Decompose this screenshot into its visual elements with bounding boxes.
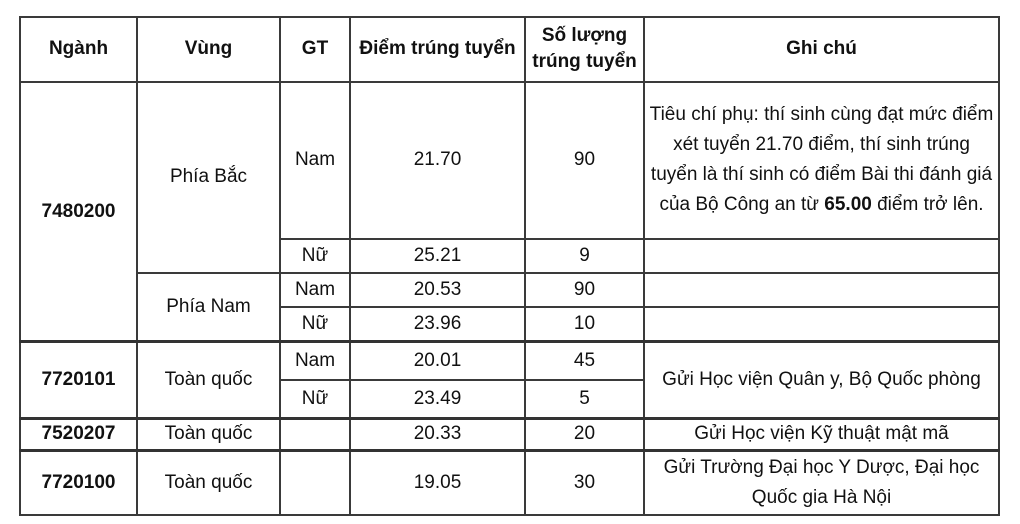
- region-cell: Toàn quốc: [137, 450, 280, 515]
- note-cell: [644, 307, 999, 341]
- gender-cell: [280, 450, 350, 515]
- header-nganh: Ngành: [20, 17, 137, 82]
- gender-cell: Nữ: [280, 380, 350, 418]
- region-cell: Phía Nam: [137, 273, 280, 342]
- region-cell: Toàn quốc: [137, 419, 280, 450]
- code-cell: 7720101: [20, 342, 137, 419]
- note-bold-score: 65.00: [824, 194, 872, 216]
- gender-cell: Nữ: [280, 239, 350, 273]
- score-cell: 20.01: [350, 342, 525, 380]
- score-cell: 25.21: [350, 239, 525, 273]
- score-cell: 23.96: [350, 307, 525, 341]
- header-diem: Điểm trúng tuyển: [350, 17, 525, 82]
- code-cell: 7720100: [20, 450, 137, 515]
- quota-cell: 90: [525, 82, 644, 239]
- region-cell: Phía Bắc: [137, 82, 280, 273]
- score-cell: 20.53: [350, 273, 525, 307]
- table-row: [20, 419, 999, 450]
- quota-cell: 10: [525, 307, 644, 341]
- note-cell: Gửi Trường Đại học Y Dược, Đại học Quốc gia Hà Nội: [644, 450, 999, 515]
- code-cell: 7480200: [20, 82, 137, 342]
- quota-cell: 45: [525, 342, 644, 380]
- header-row: [20, 17, 999, 82]
- gender-cell: Nam: [280, 82, 350, 239]
- quota-cell: 20: [525, 419, 644, 450]
- quota-cell: 9: [525, 239, 644, 273]
- header-vung: Vùng: [137, 17, 280, 82]
- table-row: [20, 342, 999, 380]
- admission-score-table: [19, 16, 1000, 516]
- quota-cell: 90: [525, 273, 644, 307]
- gender-cell: Nam: [280, 342, 350, 380]
- score-cell: 19.05: [350, 450, 525, 515]
- table-row: [20, 450, 999, 515]
- note-cell: Gửi Học viện Quân y, Bộ Quốc phòng: [644, 342, 999, 419]
- note-cell: [644, 273, 999, 307]
- score-cell: 20.33: [350, 419, 525, 450]
- note-cell: Gửi Học viện Kỹ thuật mật mã: [644, 419, 999, 450]
- quota-cell: 30: [525, 450, 644, 515]
- header-ghichu: Ghi chú: [644, 17, 999, 82]
- region-cell: Toàn quốc: [137, 342, 280, 419]
- score-cell: 23.49: [350, 380, 525, 418]
- gender-cell: Nam: [280, 273, 350, 307]
- table-row: [20, 273, 999, 307]
- note-cell: [644, 82, 999, 239]
- note-text: Tiêu chí phụ: thí sinh cùng đạt mức điểm xét tuyển 21.70 điểm, thí sinh trúng tuyển là thí sinh có điểm Bài thi đánh giá của Bộ Công an từ: [649, 104, 994, 216]
- code-cell: 7520207: [20, 419, 137, 450]
- table-row: [20, 82, 999, 239]
- note-text-end: điểm trở lên.: [871, 194, 984, 216]
- quota-cell: 5: [525, 380, 644, 418]
- gender-cell: Nữ: [280, 307, 350, 341]
- note-cell: [644, 239, 999, 273]
- score-cell: 21.70: [350, 82, 525, 239]
- gender-cell: [280, 419, 350, 450]
- header-soluong: Số lượng trúng tuyển: [525, 17, 644, 82]
- header-gt: GT: [280, 17, 350, 82]
